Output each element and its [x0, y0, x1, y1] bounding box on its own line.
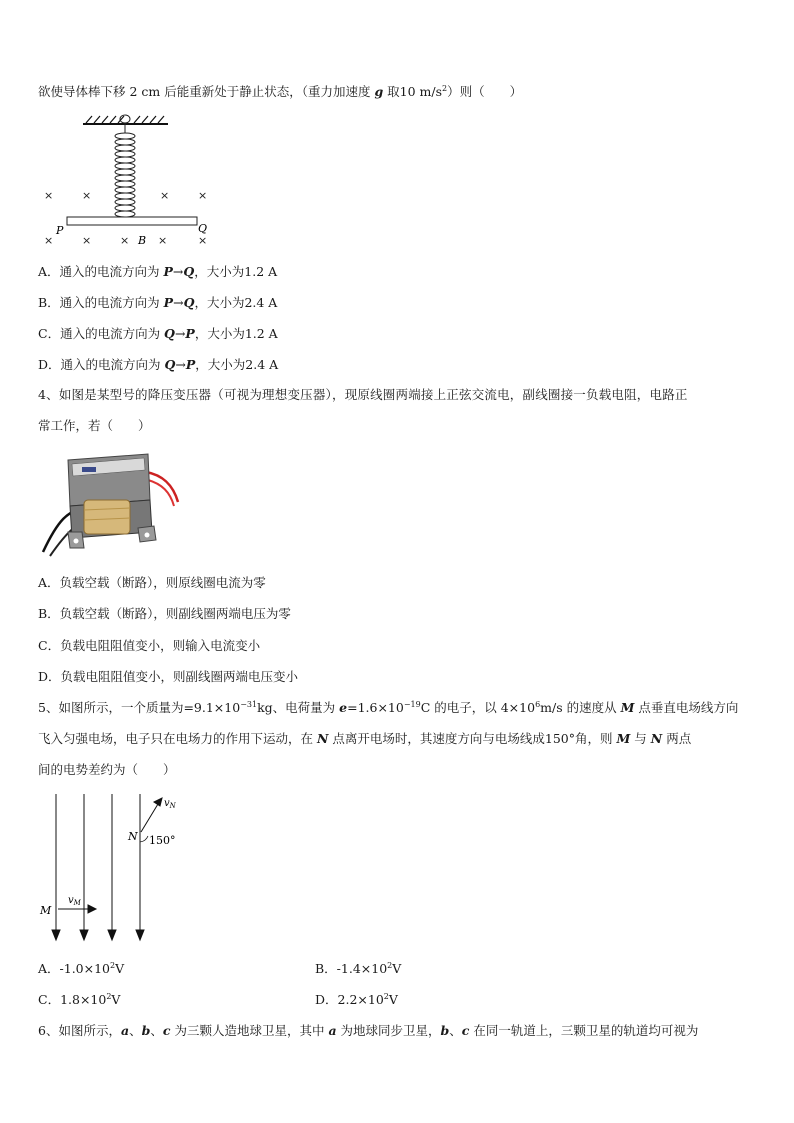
velocity-n-arrow — [141, 798, 162, 832]
q5-sup: −31 — [240, 699, 258, 709]
label-vm: $v_M$ — [68, 895, 81, 907]
var-b: b — [440, 1023, 450, 1038]
q4-option-a: A．负载空载（断路），则原线圈电流为零 — [38, 575, 266, 590]
q5-text: =1.6×10 — [347, 700, 404, 715]
var-from: Q — [164, 357, 176, 372]
arrow: → — [173, 295, 184, 310]
var-c: c — [162, 1023, 171, 1038]
q5-text: kg、电荷量为 — [257, 700, 340, 715]
q6-text: 、 — [129, 1023, 142, 1038]
svg-text:×: × — [44, 189, 54, 202]
svg-text:×: × — [82, 189, 92, 202]
q6-text: 为三颗人造地球卫星，其中 — [170, 1023, 329, 1038]
option-c — [38, 324, 278, 342]
svg-text:×: × — [82, 234, 92, 247]
ceiling-hatch — [86, 116, 164, 123]
question-6-line-1 — [38, 1021, 698, 1039]
var-from: Q — [164, 326, 175, 341]
option-sup: 2 — [387, 960, 393, 970]
stem-text-c: ）则（ ） — [447, 84, 523, 99]
q5-option-a — [38, 959, 124, 977]
question-5-line-2 — [38, 729, 691, 747]
svg-text:×: × — [158, 234, 168, 247]
option-text: B．通入的电流方向为 — [38, 295, 164, 310]
q6-text: 在同一轨道上，三颗卫星的轨道均可视为 — [469, 1023, 699, 1038]
q5-sup: −19 — [403, 699, 421, 709]
var-to: Q — [183, 264, 195, 279]
svg-text:×: × — [198, 189, 208, 202]
question-5-line-3: 间的电势差约为（ ） — [38, 762, 176, 777]
q6-text: 、 — [150, 1023, 163, 1038]
option-text: C．1.8×10 — [38, 992, 107, 1007]
label-n: N — [128, 830, 138, 843]
var-e: e — [339, 700, 348, 715]
option-text: ，大小为2.4 A — [195, 357, 279, 372]
arrow: → — [174, 326, 186, 341]
q5-text: 点垂直电场线方向 — [634, 700, 739, 715]
option-text: V — [388, 992, 398, 1007]
var-a: a — [120, 1023, 130, 1038]
q5-text: 点离开电场时，其速度方向与电场线成150°角，则 — [328, 731, 617, 746]
option-text: V — [115, 961, 125, 976]
svg-text:×: × — [44, 234, 54, 247]
arrow: → — [175, 357, 186, 372]
conductor-rod — [67, 217, 197, 225]
stem-text-a: 欲使导体棒下移 2 cm 后能重新处于静止状态，（重力加速度 — [38, 84, 375, 99]
var-to: Q — [183, 295, 195, 310]
var-c: c — [461, 1023, 470, 1038]
var-from: P — [163, 264, 173, 279]
q5-sup: 6 — [535, 699, 541, 709]
q5-text: 飞入匀强电场，电子只在电场力的作用下运动，在 — [38, 731, 317, 746]
svg-text:×: × — [160, 189, 170, 202]
question-4-line-1: 4、如图是某型号的降压变压器（可视为理想变压器），现原线圈两端接上正弦交流电，副线圈接一负载电阻，电路正 — [38, 387, 688, 402]
q4-option-d: D．负载电阻阻值变小，则副线圈两端电压变小 — [38, 669, 299, 684]
var-to: P — [185, 326, 195, 341]
option-text: C．通入的电流方向为 — [38, 326, 165, 341]
option-b — [38, 293, 277, 311]
question-4-line-2: 常工作，若（ ） — [38, 418, 151, 433]
option-text: ，大小为2.4 A — [194, 295, 278, 310]
svg-text:×: × — [120, 234, 130, 247]
var-m: M — [620, 700, 635, 715]
var-g: g — [374, 84, 384, 99]
option-text: ，大小为1.2 A — [194, 264, 278, 279]
question-5-line-1 — [38, 698, 738, 716]
option-sup: 2 — [110, 960, 116, 970]
transformer-photo — [38, 440, 198, 562]
option-text: V — [111, 992, 121, 1007]
option-d — [38, 355, 278, 373]
q5-text: 5、如图所示，一个质量为=9.1×10 — [38, 700, 241, 715]
question-3-stem — [38, 82, 522, 100]
electric-field-figure — [38, 790, 198, 945]
q5-option-d — [315, 990, 398, 1008]
option-text: V — [392, 961, 402, 976]
option-text: B．-1.4×10 — [315, 961, 388, 976]
stem-sup: 2 — [442, 83, 448, 93]
option-text: D．通入的电流方向为 — [38, 357, 165, 372]
q5-option-c — [38, 990, 120, 1008]
label-p: P — [56, 224, 64, 237]
label-m: M — [40, 904, 52, 917]
spring — [115, 115, 135, 217]
q5-text: C 的电子，以 4×10 — [420, 700, 536, 715]
label-vn: $v_N$ — [164, 798, 176, 810]
var-to: P — [185, 357, 196, 372]
option-text: A．通入的电流方向为 — [38, 264, 164, 279]
label-q: Q — [198, 222, 208, 235]
option-text: D．2.2×10 — [315, 992, 384, 1007]
option-a — [38, 262, 277, 280]
spring-rod-figure — [38, 110, 228, 250]
label-b: B — [138, 234, 147, 247]
q5-text: 两点 — [662, 731, 692, 746]
field-lines — [52, 794, 144, 940]
arrow: → — [172, 264, 184, 279]
option-sup: 2 — [106, 991, 112, 1001]
q4-option-b: B．负载空载（断路），则副线圈两端电压为零 — [38, 606, 291, 621]
var-from: P — [163, 295, 174, 310]
q4-option-c: C．负载电阻阻值变小，则输入电流变小 — [38, 638, 261, 653]
var-b: b — [141, 1023, 151, 1038]
q5-text: 与 — [630, 731, 651, 746]
q5-text: m/s 的速度从 — [540, 700, 621, 715]
label-angle: 150° — [149, 834, 176, 847]
var-n: N — [316, 731, 329, 746]
var-a: a — [328, 1023, 337, 1038]
option-text: ，大小为1.2 A — [194, 326, 278, 341]
q6-text: 为地球同步卫星， — [336, 1023, 441, 1038]
angle-arc — [140, 836, 148, 842]
option-sup: 2 — [383, 991, 389, 1001]
option-text: A．-1.0×10 — [38, 961, 111, 976]
stem-text-b: 取10 m/s — [383, 84, 443, 99]
var-n: N — [650, 731, 663, 746]
var-m: M — [616, 731, 631, 746]
q6-text: 、 — [449, 1023, 462, 1038]
q5-option-b — [315, 959, 401, 977]
q6-text: 6、如图所示， — [38, 1023, 121, 1038]
svg-text:×: × — [198, 234, 208, 247]
